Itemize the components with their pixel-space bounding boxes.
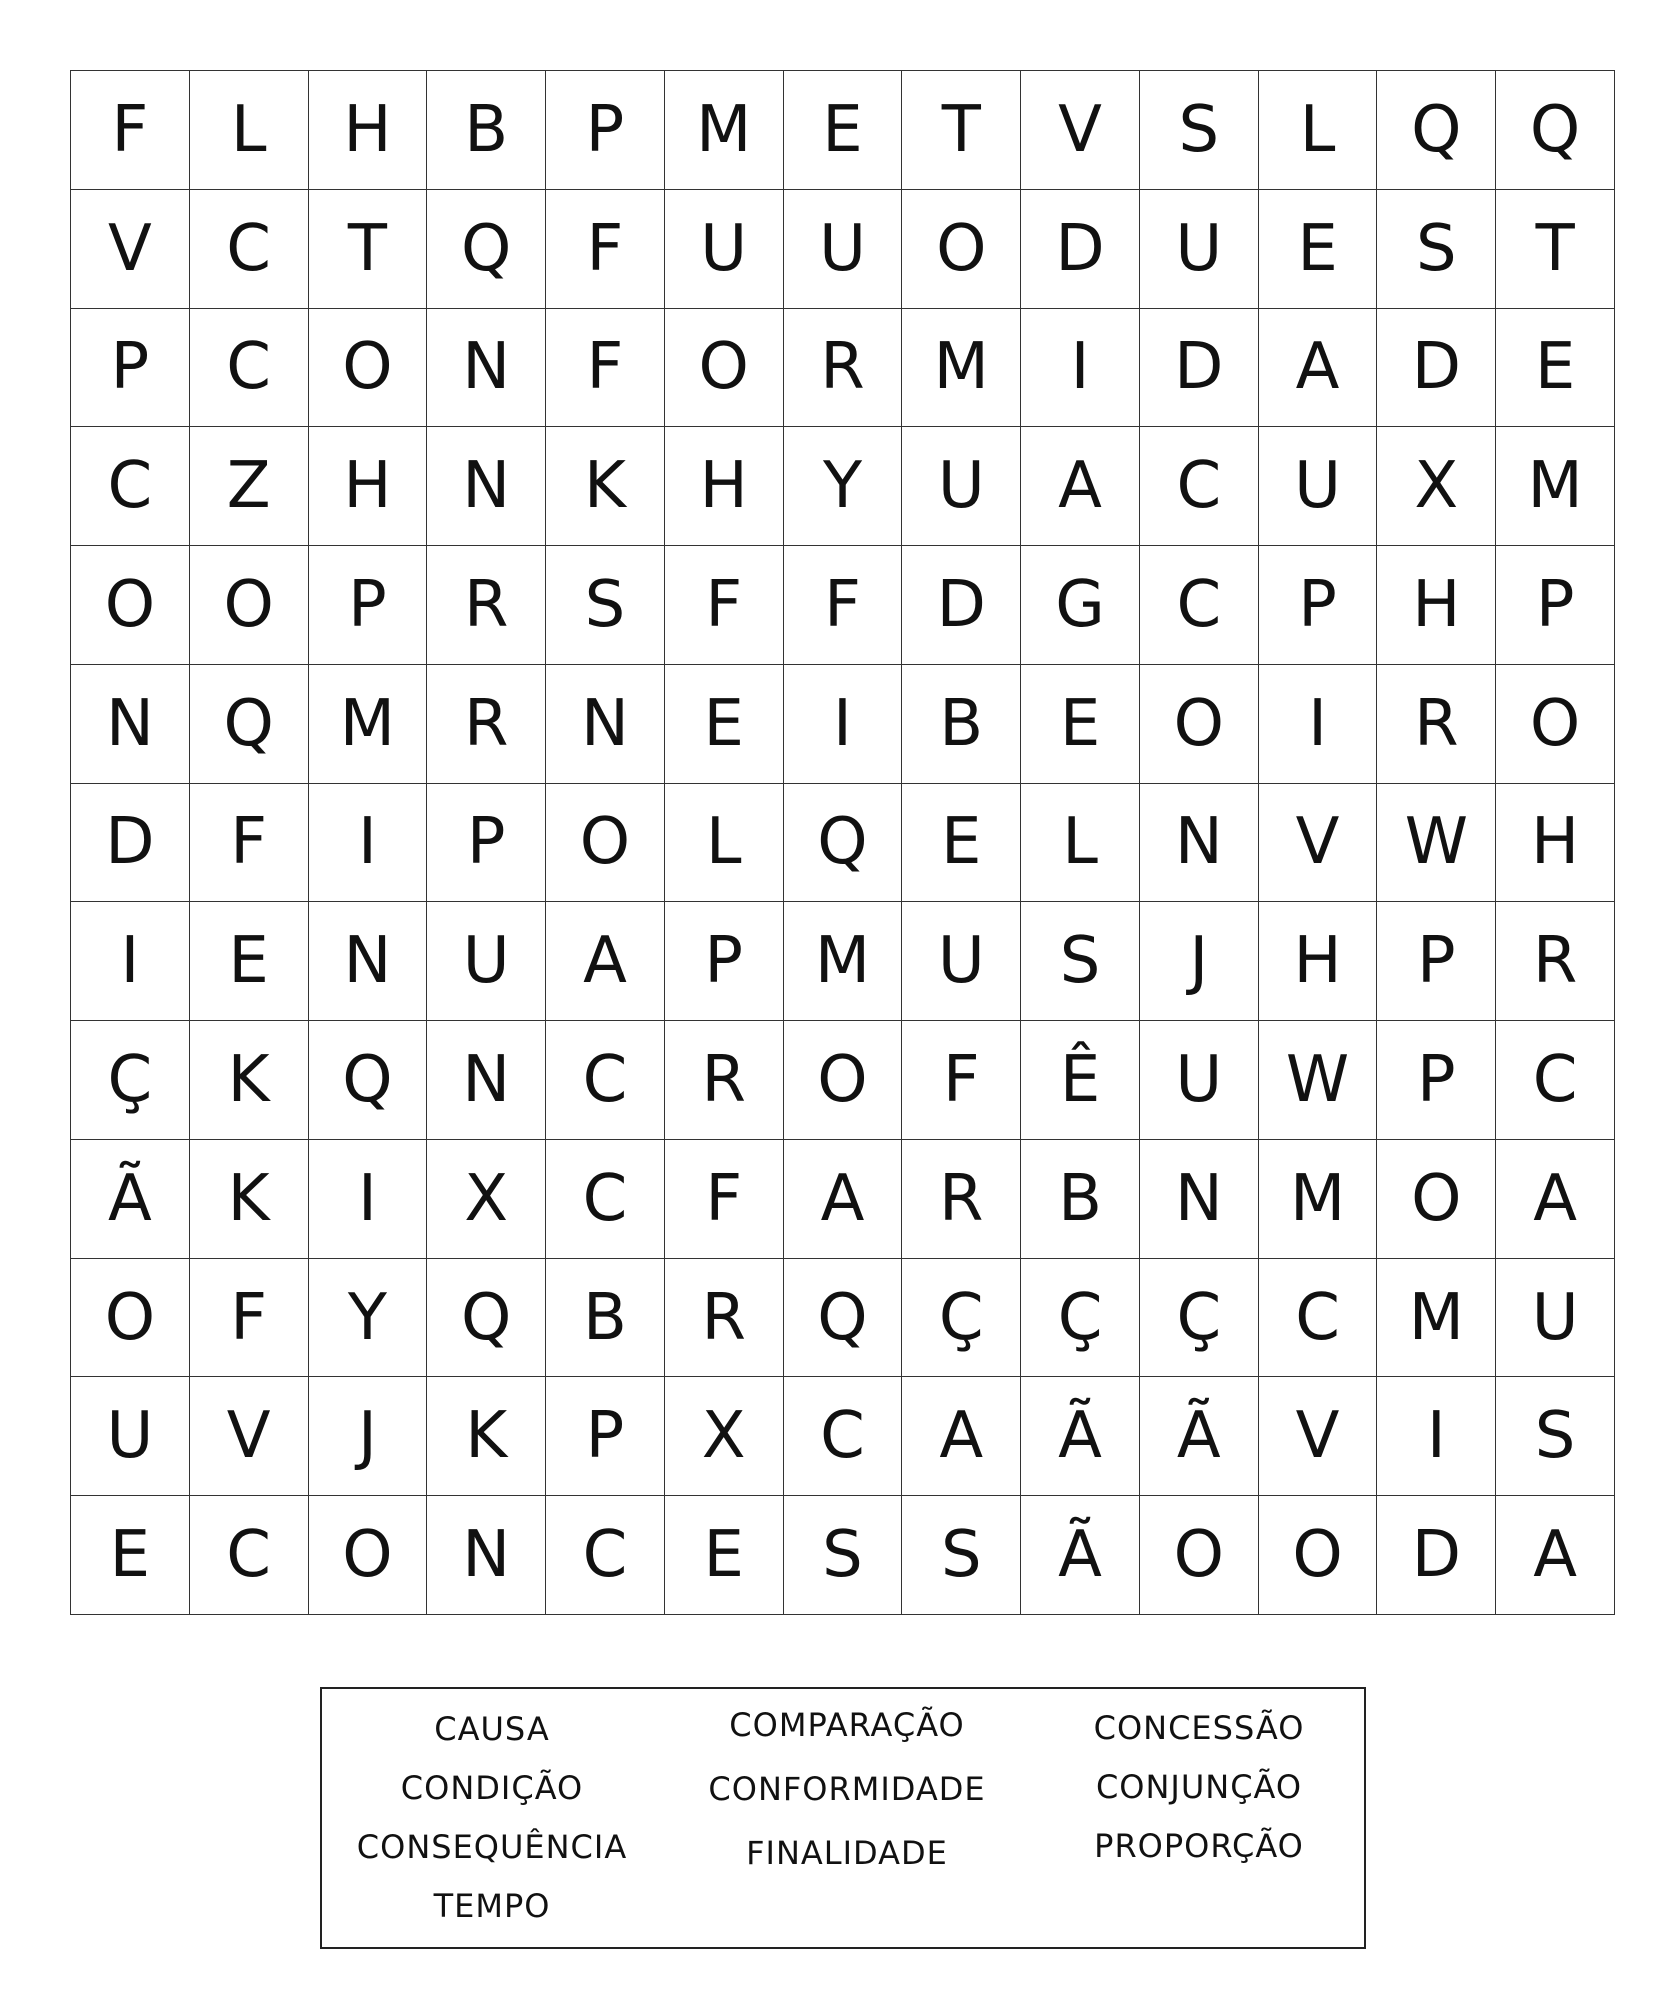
grid-cell[interactable]: R	[427, 546, 546, 665]
grid-cell[interactable]: V	[1259, 1377, 1378, 1496]
grid-cell[interactable]: F	[784, 546, 903, 665]
grid-cell[interactable]: A	[1021, 427, 1140, 546]
grid-cell[interactable]: N	[427, 427, 546, 546]
grid-cell[interactable]: F	[665, 1140, 784, 1259]
grid-cell[interactable]: O	[902, 190, 1021, 309]
grid-cell[interactable]: C	[190, 1496, 309, 1615]
grid-cell[interactable]: U	[902, 902, 1021, 1021]
grid-cell[interactable]: Ã	[1021, 1496, 1140, 1615]
grid-cell[interactable]: N	[309, 902, 428, 1021]
grid-cell[interactable]: S	[1021, 902, 1140, 1021]
grid-cell[interactable]: E	[665, 1496, 784, 1615]
grid-cell[interactable]: C	[546, 1140, 665, 1259]
grid-cell[interactable]: T	[902, 71, 1021, 190]
grid-cell[interactable]: X	[665, 1377, 784, 1496]
word-list-item: FINALIDADE	[746, 1834, 948, 1872]
grid-cell[interactable]: H	[309, 427, 428, 546]
grid-cell[interactable]: D	[1377, 309, 1496, 428]
grid-cell[interactable]: N	[1140, 784, 1259, 903]
grid-cell[interactable]: B	[1021, 1140, 1140, 1259]
grid-cell[interactable]: U	[665, 190, 784, 309]
grid-cell[interactable]: D	[71, 784, 190, 903]
grid-cell[interactable]: F	[71, 71, 190, 190]
grid-cell[interactable]: E	[665, 665, 784, 784]
grid-cell[interactable]: U	[71, 1377, 190, 1496]
grid-cell[interactable]: Ç	[71, 1021, 190, 1140]
word-list-item: COMPARAÇÃO	[729, 1706, 965, 1744]
grid-cell[interactable]: C	[190, 190, 309, 309]
grid-cell[interactable]: U	[1496, 1259, 1615, 1378]
grid-cell[interactable]: O	[190, 546, 309, 665]
grid-cell[interactable]: R	[427, 665, 546, 784]
grid-cell[interactable]: N	[546, 665, 665, 784]
grid-cell[interactable]: K	[190, 1140, 309, 1259]
grid-cell[interactable]: P	[309, 546, 428, 665]
grid-cell[interactable]: O	[1377, 1140, 1496, 1259]
grid-cell[interactable]: O	[309, 1496, 428, 1615]
grid-cell[interactable]: I	[71, 902, 190, 1021]
word-list-box	[320, 1687, 1366, 1949]
grid-cell[interactable]: B	[546, 1259, 665, 1378]
grid-cell[interactable]: M	[1377, 1259, 1496, 1378]
grid-cell[interactable]: U	[784, 190, 903, 309]
grid-cell[interactable]: L	[665, 784, 784, 903]
grid-cell[interactable]: O	[309, 309, 428, 428]
word-list-column-1	[322, 1689, 662, 1949]
grid-cell[interactable]: S	[546, 546, 665, 665]
grid-cell[interactable]: U	[902, 427, 1021, 546]
grid-cell[interactable]: O	[1496, 665, 1615, 784]
grid-cell[interactable]: O	[546, 784, 665, 903]
grid-cell[interactable]: A	[902, 1377, 1021, 1496]
grid-cell[interactable]: S	[1496, 1377, 1615, 1496]
grid-cell[interactable]: D	[1377, 1496, 1496, 1615]
grid-cell[interactable]: Ç	[902, 1259, 1021, 1378]
grid-cell[interactable]: C	[71, 427, 190, 546]
grid-cell[interactable]: P	[1377, 1021, 1496, 1140]
grid-cell[interactable]: H	[1259, 902, 1378, 1021]
grid-cell[interactable]: U	[427, 902, 546, 1021]
grid-cell[interactable]: R	[902, 1140, 1021, 1259]
grid-cell[interactable]: C	[1140, 546, 1259, 665]
grid-cell[interactable]: P	[546, 71, 665, 190]
grid-cell[interactable]: Q	[190, 665, 309, 784]
grid-cell[interactable]: Q	[1496, 71, 1615, 190]
grid-cell[interactable]: A	[784, 1140, 903, 1259]
grid-cell[interactable]: O	[665, 309, 784, 428]
grid-cell[interactable]: M	[665, 71, 784, 190]
grid-cell[interactable]: D	[1021, 190, 1140, 309]
word-list-item: CONDIÇÃO	[400, 1769, 584, 1807]
grid-cell[interactable]: E	[1021, 665, 1140, 784]
grid-cell[interactable]: M	[1259, 1140, 1378, 1259]
grid-cell[interactable]: C	[546, 1021, 665, 1140]
grid-cell[interactable]: P	[1259, 546, 1378, 665]
grid-cell[interactable]: S	[784, 1496, 903, 1615]
grid-cell[interactable]: N	[71, 665, 190, 784]
grid-cell[interactable]: Z	[190, 427, 309, 546]
grid-cell[interactable]: E	[1259, 190, 1378, 309]
grid-cell[interactable]: Ã	[1140, 1377, 1259, 1496]
grid-cell[interactable]: M	[1496, 427, 1615, 546]
grid-cell[interactable]: O	[71, 546, 190, 665]
grid-cell[interactable]: L	[1021, 784, 1140, 903]
grid-cell[interactable]: V	[71, 190, 190, 309]
word-list-item: CONFORMIDADE	[708, 1770, 986, 1808]
grid-cell[interactable]: A	[1496, 1140, 1615, 1259]
grid-cell[interactable]: O	[784, 1021, 903, 1140]
grid-cell[interactable]: F	[546, 309, 665, 428]
grid-cell[interactable]: O	[1140, 665, 1259, 784]
grid-cell[interactable]: P	[546, 1377, 665, 1496]
grid-cell[interactable]: A	[546, 902, 665, 1021]
grid-cell[interactable]: Y	[309, 1259, 428, 1378]
grid-cell[interactable]: I	[1021, 309, 1140, 428]
grid-cell[interactable]: W	[1377, 784, 1496, 903]
grid-cell[interactable]: Y	[784, 427, 903, 546]
grid-cell[interactable]: M	[902, 309, 1021, 428]
grid-cell[interactable]: K	[427, 1377, 546, 1496]
grid-cell[interactable]: F	[902, 1021, 1021, 1140]
grid-cell[interactable]: E	[71, 1496, 190, 1615]
grid-cell[interactable]: T	[1496, 190, 1615, 309]
grid-cell[interactable]: R	[784, 309, 903, 428]
grid-cell[interactable]: Q	[309, 1021, 428, 1140]
grid-cell[interactable]: Ê	[1021, 1021, 1140, 1140]
grid-cell[interactable]: E	[784, 71, 903, 190]
grid-cell[interactable]: P	[1496, 546, 1615, 665]
grid-cell[interactable]: S	[902, 1496, 1021, 1615]
grid-cell[interactable]: V	[1259, 784, 1378, 903]
grid-cell[interactable]: Ç	[1021, 1259, 1140, 1378]
grid-cell[interactable]: S	[1140, 71, 1259, 190]
grid-cell[interactable]: J	[1140, 902, 1259, 1021]
grid-cell[interactable]: U	[1259, 427, 1378, 546]
grid-cell[interactable]: O	[1140, 1496, 1259, 1615]
grid-cell[interactable]: F	[190, 784, 309, 903]
grid-cell[interactable]: K	[546, 427, 665, 546]
grid-cell[interactable]: R	[665, 1259, 784, 1378]
grid-cell[interactable]: I	[309, 1140, 428, 1259]
grid-cell[interactable]: N	[427, 1496, 546, 1615]
grid-cell[interactable]: O	[71, 1259, 190, 1378]
grid-cell[interactable]: H	[309, 71, 428, 190]
word-list-column-3	[1032, 1689, 1366, 1889]
grid-cell[interactable]: C	[1140, 427, 1259, 546]
grid-cell[interactable]: O	[1259, 1496, 1378, 1615]
grid-cell[interactable]: E	[902, 784, 1021, 903]
grid-cell[interactable]: Ã	[1021, 1377, 1140, 1496]
word-list-item: CAUSA	[434, 1710, 550, 1748]
grid-cell[interactable]: R	[665, 1021, 784, 1140]
grid-cell[interactable]: A	[1259, 309, 1378, 428]
grid-cell[interactable]: E	[1496, 309, 1615, 428]
grid-cell[interactable]: F	[546, 190, 665, 309]
grid-cell[interactable]: W	[1259, 1021, 1378, 1140]
grid-cell[interactable]: R	[1377, 665, 1496, 784]
grid-cell[interactable]: Ç	[1140, 1259, 1259, 1378]
grid-cell[interactable]: N	[1140, 1140, 1259, 1259]
grid-cell[interactable]: H	[665, 427, 784, 546]
grid-cell[interactable]: I	[784, 665, 903, 784]
grid-cell[interactable]: G	[1021, 546, 1140, 665]
grid-cell[interactable]: K	[190, 1021, 309, 1140]
grid-cell[interactable]: E	[190, 902, 309, 1021]
grid-cell[interactable]: N	[427, 1021, 546, 1140]
word-search-grid	[70, 70, 1615, 1615]
grid-cell[interactable]: P	[665, 902, 784, 1021]
grid-cell[interactable]: C	[546, 1496, 665, 1615]
word-list-item: PROPORÇÃO	[1094, 1827, 1304, 1865]
grid-cell[interactable]: H	[1377, 546, 1496, 665]
grid-cell[interactable]: B	[902, 665, 1021, 784]
grid-cell[interactable]: H	[1496, 784, 1615, 903]
grid-cell[interactable]: L	[190, 71, 309, 190]
grid-cell[interactable]: U	[1140, 1021, 1259, 1140]
grid-cell[interactable]: U	[1140, 190, 1259, 309]
grid-cell[interactable]: J	[309, 1377, 428, 1496]
grid-cell[interactable]: Q	[784, 784, 903, 903]
grid-cell[interactable]: N	[427, 309, 546, 428]
grid-cell[interactable]: B	[427, 71, 546, 190]
grid-cell[interactable]: C	[190, 309, 309, 428]
grid-cell[interactable]: I	[309, 784, 428, 903]
grid-cell[interactable]: M	[309, 665, 428, 784]
grid-cell[interactable]: R	[1496, 902, 1615, 1021]
grid-cell[interactable]: P	[427, 784, 546, 903]
grid-cell[interactable]: S	[1377, 190, 1496, 309]
grid-cell[interactable]: P	[1377, 902, 1496, 1021]
grid-cell[interactable]: C	[1259, 1259, 1378, 1378]
grid-cell[interactable]: I	[1377, 1377, 1496, 1496]
word-list-item: CONSEQUÊNCIA	[356, 1828, 628, 1866]
grid-cell[interactable]: X	[1377, 427, 1496, 546]
grid-cell[interactable]: D	[1140, 309, 1259, 428]
grid-cell[interactable]: P	[71, 309, 190, 428]
grid-cell[interactable]: V	[1021, 71, 1140, 190]
word-list-item: CONCESSÃO	[1093, 1709, 1305, 1747]
grid-cell[interactable]: F	[190, 1259, 309, 1378]
grid-cell[interactable]: C	[1496, 1021, 1615, 1140]
grid-cell[interactable]: Q	[1377, 71, 1496, 190]
grid-cell[interactable]: A	[1496, 1496, 1615, 1615]
word-list-item: CONJUNÇÃO	[1095, 1768, 1303, 1806]
grid-cell[interactable]: Q	[784, 1259, 903, 1378]
grid-cell[interactable]: Q	[427, 190, 546, 309]
grid-cell[interactable]: F	[665, 546, 784, 665]
grid-cell[interactable]: Ã	[71, 1140, 190, 1259]
grid-cell[interactable]: M	[784, 902, 903, 1021]
grid-cell[interactable]: T	[309, 190, 428, 309]
word-list-column-2	[662, 1689, 1032, 1901]
grid-cell[interactable]: V	[190, 1377, 309, 1496]
grid-cell[interactable]: Q	[427, 1259, 546, 1378]
grid-cell[interactable]: I	[1259, 665, 1378, 784]
grid-cell[interactable]: C	[784, 1377, 903, 1496]
grid-cell[interactable]: D	[902, 546, 1021, 665]
grid-cell[interactable]: L	[1259, 71, 1378, 190]
grid-cell[interactable]: X	[427, 1140, 546, 1259]
word-list-item: TEMPO	[433, 1887, 551, 1925]
